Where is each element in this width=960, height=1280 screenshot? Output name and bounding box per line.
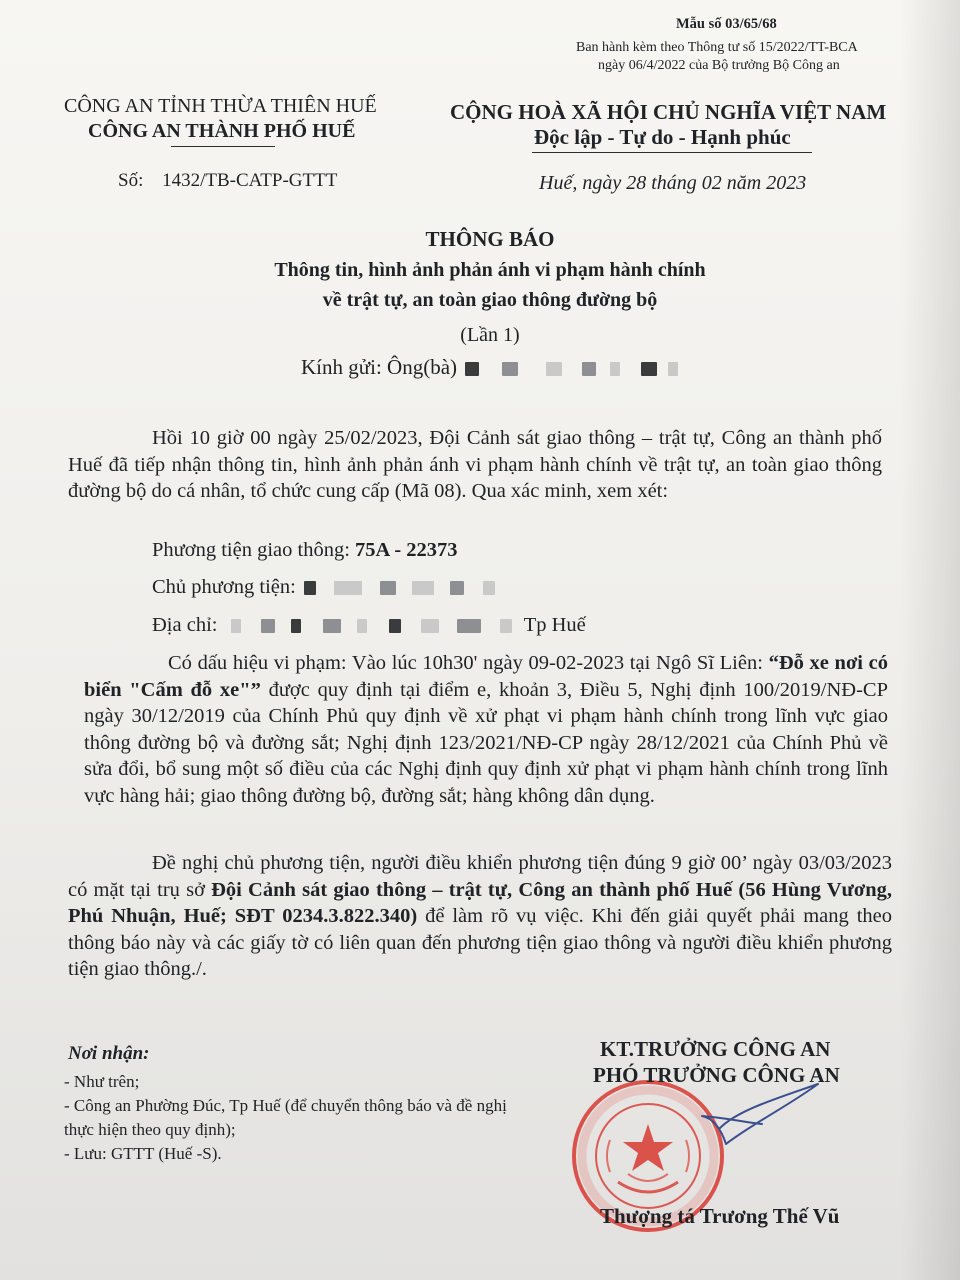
vehicle-label: Phương tiện giao thông: [152, 539, 350, 561]
redacted-block [610, 362, 620, 376]
signature-line1: KT.TRƯỞNG CÔNG AN [600, 1037, 831, 1061]
redacted-block [261, 619, 275, 633]
owner-label: Chủ phương tiện: [152, 576, 296, 598]
violation-intro: Có dấu hiệu vi phạm: Vào lúc 10h30' ngày 09-02-2023 tại Ngô Sĩ Liên: [168, 652, 769, 674]
violation-rest: được quy định tại điểm e, khoản 3, Điều 5, Nghị định 100/2019/NĐ-CP ngày 30/12/2019 của Chính Phủ quy định về xử phạt vi phạm hành chính trong lĩnh vực giao thông đường bộ và đường sắt; Nghị định 123/2021/NĐ-CP ngày 28/12/2021 của Chính Phủ về sửa đổi, bổ sung một số điều của các Nghị định quy định xử phạt vi phạm hành chính trong lĩnh vực hàng hải; giao thông đường bộ, đường sắt; hàng không dân dụng. [84, 678, 888, 807]
document-title: THÔNG BÁO [425, 227, 555, 251]
nation-name: CỘNG HOÀ XÃ HỘI CHỦ NGHĨA VIỆT NAM [450, 100, 887, 124]
agency-underline [171, 146, 275, 147]
agency-name [88, 120, 355, 143]
recipient-item: - Như trên; [64, 1072, 140, 1091]
vehicle-line [152, 539, 458, 562]
request-intro: Đề nghị chủ phương tiện, người điều khiển phương tiện đúng 9 giờ 00’ ngày 03/03/2023 có mặt tại trụ sở [68, 852, 892, 901]
violation-name: “Đỗ xe nơi có biển "Cấm đỗ xe"” [84, 652, 888, 701]
redacted-block [389, 619, 401, 633]
attempt-label: (Lần 1) [460, 324, 520, 346]
form-issued-line1: Ban hành kèm theo Thông tư số 15/2022/TT-BCA [576, 40, 858, 55]
redacted-block [457, 619, 481, 633]
handwritten-signature-icon [690, 1078, 840, 1158]
owner-line [152, 576, 498, 599]
doc-no-value: 1432/TB-CATP-GTTT [162, 170, 338, 191]
page-shadow [900, 0, 960, 1280]
recipients-title: Nơi nhận: [68, 1043, 150, 1064]
nation-motto: Độc lập - Tự do - Hạnh phúc [534, 125, 791, 149]
request-place: Đội Cảnh sát giao thông – trật tự, Công an thành phố Huế (56 Hùng Vương, Phú Nhuận, Huế; SĐT 0234.3.822.340) [68, 878, 892, 927]
request-rest: để làm rõ vụ việc. Khi đến giải quyết phải mang theo thông báo này và các giấy tờ có liên quan đến phương tiện giao thông và người điều khiển phương tiện giao thông./. [68, 905, 892, 980]
redacted-block [450, 581, 464, 595]
agency-name-text: CÔNG AN THÀNH PHỐ HUẾ [88, 120, 356, 142]
redacted-block [465, 362, 479, 376]
agency-parent: CÔNG AN TỈNH THỪA THIÊN HUẾ [64, 95, 377, 117]
address-city: Tp Huế [523, 614, 586, 636]
recipient-item: - Công an Phường Đúc, Tp Huế (để chuyển thông báo và đề nghị thực hiện theo quy định); [64, 1096, 507, 1139]
redacted-block [582, 362, 596, 376]
redacted-block [380, 581, 396, 595]
vehicle-plate: 75A - 22373 [355, 539, 458, 561]
signature-line2: PHÓ TRƯỞNG CÔNG AN [593, 1063, 840, 1087]
doc-no-label: Số: [118, 170, 144, 191]
paragraph-violation [84, 650, 888, 809]
redacted-block [357, 619, 367, 633]
signer-name: Thượng tá Trương Thế Vũ [600, 1204, 840, 1228]
redacted-block [641, 362, 657, 376]
redacted-block [668, 362, 678, 376]
document-number [118, 170, 337, 192]
place-date: Huế, ngày 28 tháng 02 năm 2023 [539, 172, 807, 194]
recipient-item: - Lưu: GTTT (Huế -S). [64, 1144, 222, 1163]
redacted-block [421, 619, 439, 633]
address-label: Địa chỉ: [152, 614, 218, 636]
motto-underline [532, 152, 812, 153]
redacted-block [323, 619, 341, 633]
redacted-block [502, 362, 518, 376]
redacted-block [334, 581, 362, 595]
redacted-block [231, 619, 241, 633]
paragraph-received: Hồi 10 giờ 00 ngày 25/02/2023, Đội Cảnh sát giao thông – trật tự, Công an thành phố Huế đã tiếp nhận thông tin, hình ảnh phản ánh vi phạm hành chính về trật tự, an toàn giao thông đường bộ do cá nhân, tổ chức cung cấp (Mã 08). Qua xác minh, xem xét: [68, 427, 882, 502]
recipient-line [301, 355, 681, 380]
form-issued-line2: ngày 06/4/2022 của Bộ trưởng Bộ Công an [598, 58, 840, 73]
recipients-list [64, 1070, 512, 1166]
form-number: Mẫu số 03/65/68 [676, 16, 777, 32]
redacted-block [500, 619, 512, 633]
recipient-label: Kính gửi: Ông(bà) [301, 355, 458, 379]
redacted-block [291, 619, 301, 633]
document-subtitle-line2: về trật tự, an toàn giao thông đường bộ [322, 289, 658, 311]
redacted-block [483, 581, 495, 595]
redacted-block [304, 581, 316, 595]
paragraph-request [68, 850, 892, 983]
redacted-block [546, 362, 562, 376]
redacted-block [412, 581, 434, 595]
document-subtitle-line1: Thông tin, hình ảnh phản ánh vi phạm hành chính [274, 259, 706, 281]
address-line [152, 614, 586, 637]
